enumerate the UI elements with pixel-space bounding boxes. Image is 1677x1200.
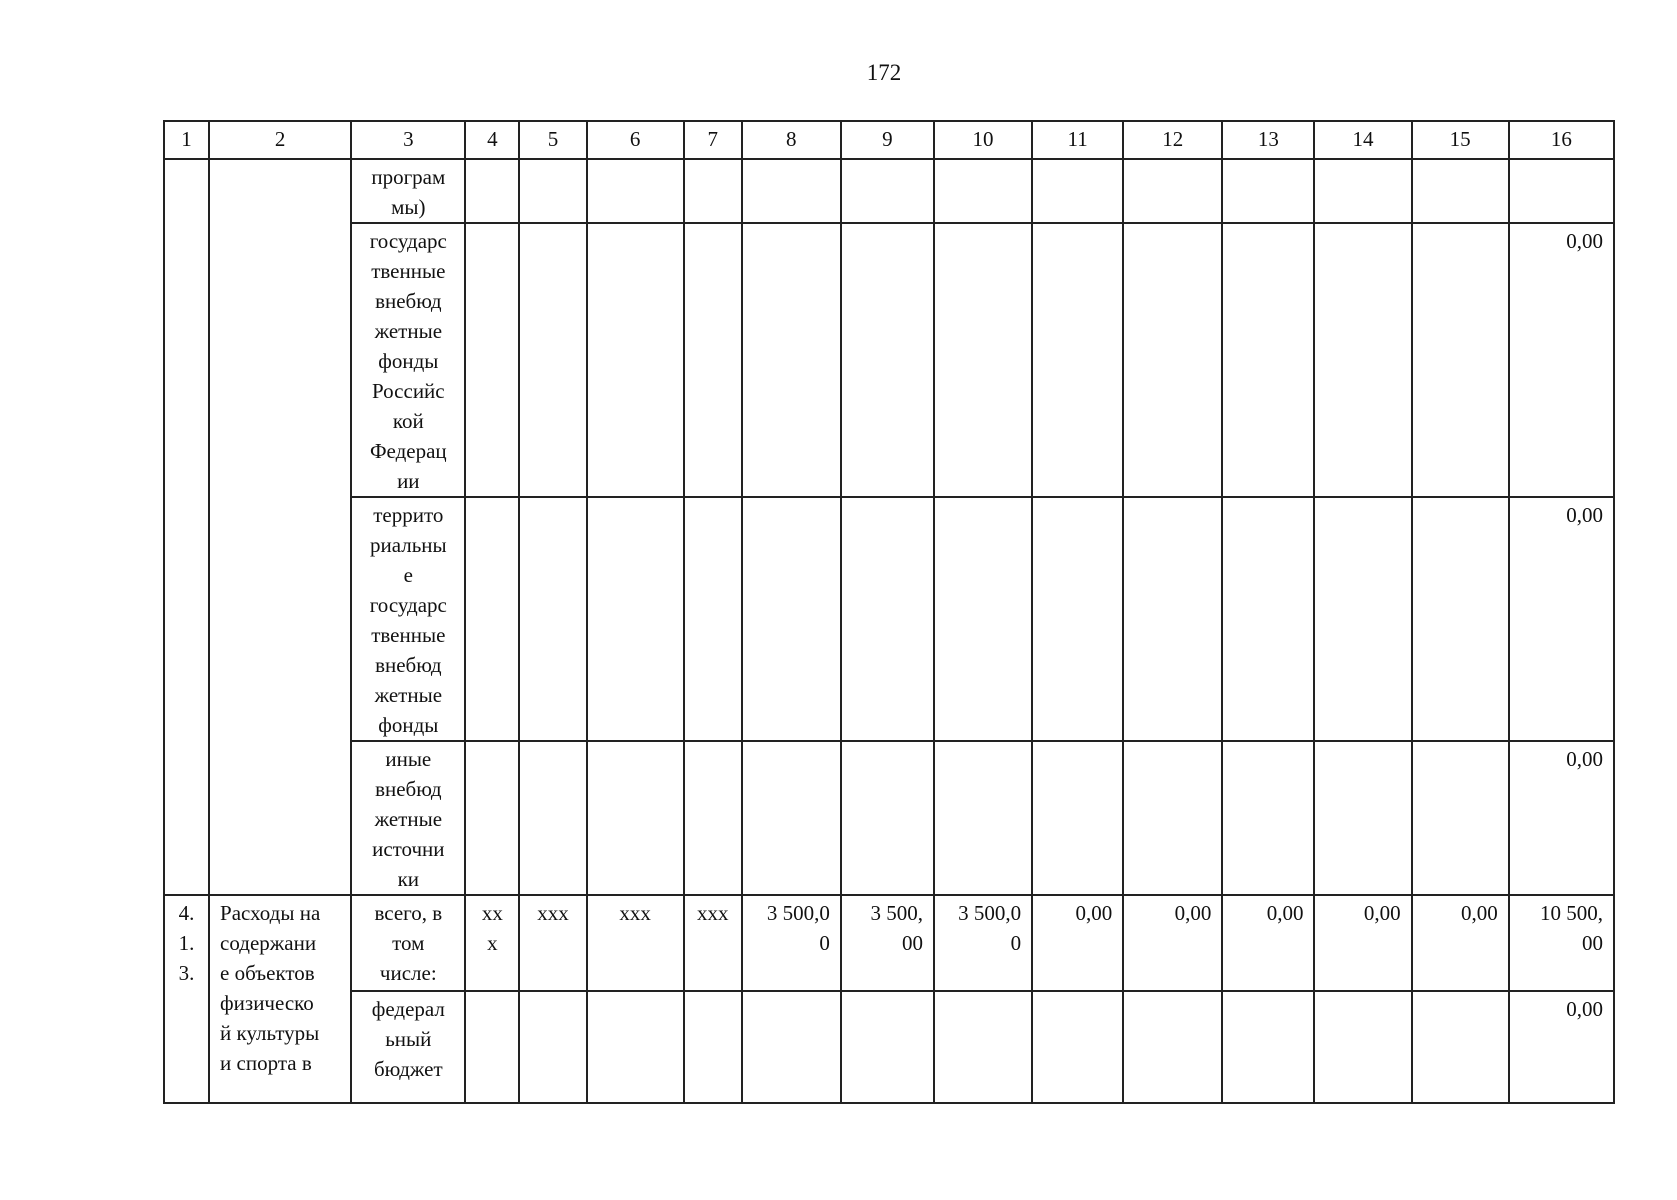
item-index: 4. 1. 3. [164,895,209,1103]
total-cell: 0,00 [1509,741,1614,895]
budget-table [163,120,1615,1104]
amount-cell: 3 500, 00 [841,895,934,991]
table-row [164,159,1614,223]
amount-cell: 0,00 [1123,895,1222,991]
column-number-row [164,121,1614,159]
total-cell [1509,159,1614,223]
amount-cell: 3 500,0 0 [934,895,1032,991]
item-name: Расходы на содержани е объектов физическо й культуры и спорта в [209,895,351,1103]
column-header: 13 [1222,121,1314,159]
column-header: 14 [1314,121,1411,159]
column-header: 5 [519,121,586,159]
code-cell: хх х [465,895,519,991]
column-header: 11 [1032,121,1123,159]
column-header: 9 [841,121,934,159]
column-header: 6 [587,121,684,159]
source-cell: всего, в том числе: [351,895,465,991]
amount-cell: 0,00 [1222,895,1314,991]
column-header: 2 [209,121,351,159]
column-header: 12 [1123,121,1222,159]
index-cell [164,159,209,895]
page-number: 172 [866,60,902,85]
total-cell: 0,00 [1509,223,1614,497]
column-header: 3 [351,121,465,159]
column-header: 7 [684,121,742,159]
table-row [164,223,1614,497]
table-row [164,991,1614,1103]
table-row [164,895,1614,991]
column-header: 4 [465,121,519,159]
total-cell: 10 500, 00 [1509,895,1614,991]
code-cell: ххх [587,895,684,991]
column-header: 8 [742,121,841,159]
amount-cell: 0,00 [1314,895,1411,991]
column-header: 16 [1509,121,1614,159]
total-cell: 0,00 [1509,991,1614,1103]
source-cell: иные внебюд жетные источни ки [351,741,465,895]
source-cell: государс твенные внебюд жетные фонды Российс кой Федерац ии [351,223,465,497]
source-cell: террито риальны е государс твенные внебюд жетные фонды [351,497,465,741]
amount-cell: 3 500,0 0 [742,895,841,991]
name-cell [209,159,351,895]
column-header: 1 [164,121,209,159]
code-cell: ххх [519,895,586,991]
amount-cell: 0,00 [1032,895,1123,991]
amount-cell: 0,00 [1412,895,1509,991]
column-header: 10 [934,121,1032,159]
total-cell: 0,00 [1509,497,1614,741]
source-cell: федерал ьный бюджет [351,991,465,1103]
column-header: 15 [1412,121,1509,159]
code-cell: ххх [684,895,742,991]
table-row [164,497,1614,741]
table-row [164,741,1614,895]
source-cell: програм мы) [351,159,465,223]
